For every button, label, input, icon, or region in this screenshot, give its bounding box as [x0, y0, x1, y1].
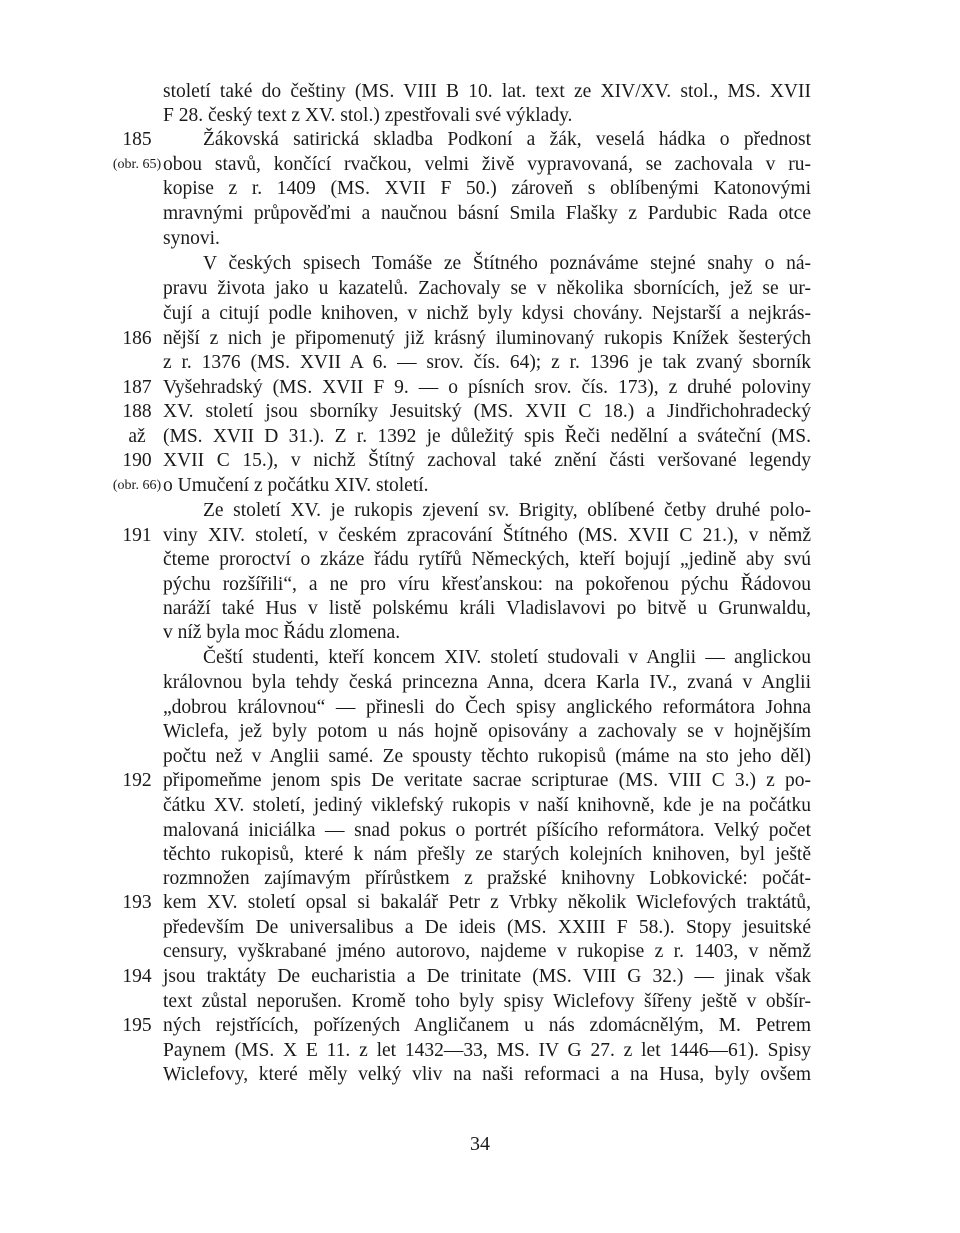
margin-note: 191 — [122, 525, 152, 546]
text-line: Wiclefovy, které měly velký vliv na naši reformaci a na Husa, byly ovšem — [163, 1064, 811, 1085]
margin-note: 186 — [122, 328, 152, 349]
margin-note: 193 — [122, 892, 152, 913]
text-line: Žákovská satirická skladba Podkoní a žák, veselá hádka o přednost — [203, 129, 811, 150]
text-line: „dobrou královnou“ — přinesli do Čech spisy anglického reformátora Johna — [163, 697, 811, 718]
text-line: kem XV. století opsal si bakalář Petr z Vrbky několik Wiclefových traktátů, — [163, 892, 811, 913]
text-line: Vyšehradský (MS. XVII F 9. — o písních srov. čís. 173), z druhé poloviny — [163, 377, 811, 398]
text-line: jsou traktáty De eucharistia a De trinitate (MS. VIII G 32.) — jinak však — [163, 966, 811, 987]
text-line: censury, vyškrabané jméno autorovo, najdeme v rukopise z r. 1403, v němž — [163, 941, 811, 962]
text-line: Ze století XV. je rukopis zjevení sv. Brigity, oblíbené četby druhé polo- — [203, 500, 811, 521]
text-line: pravu života jako u kazatelů. Zachovaly se v několika sbornících, jež se ur- — [163, 278, 811, 299]
text-line: čteme proroctví o zkáze řádu rytířů Německých, kteří bojují „jedině aby svú — [163, 549, 811, 570]
margin-note: 194 — [122, 966, 152, 987]
text-line: viny XIV. století, v českém zpracování Štítného (MS. XVII C 21.), v němž — [163, 525, 811, 546]
text-line: královnou byla tehdy česká princezna Anna, dcera Karla IV., zvaná v Anglii — [163, 672, 811, 693]
text-line: Wiclefa, jež byly potom u nás hojně opisovány a zachovaly se v hojnějším — [163, 721, 811, 742]
text-line: Paynem (MS. X E 11. z let 1432—33, MS. IV G 27. z let 1446—61). Spisy — [163, 1040, 811, 1061]
text-line: naráží také Hus v listě polskému králi Vladislavovi po bitvě u Grunwaldu, — [163, 598, 811, 619]
text-line: pýchu rozšířili“, a ne pro víru křesťanskou: na pokořenou pýchu Řádovou — [163, 574, 811, 595]
margin-note: 195 — [122, 1015, 152, 1036]
margin-note: 185 — [122, 129, 152, 150]
text-line: století také do češtiny (MS. VIII B 10. lat. text ze XIV/XV. stol., MS. XVII — [163, 81, 811, 102]
text-line: F 28. český text z XV. stol.) zpestřovali své výklady. — [163, 105, 573, 126]
text-line: rozmnožen zajímavým přírůstkem z pražské knihovny Lobkovické: počát- — [163, 868, 811, 889]
text-line: synovi. — [163, 228, 220, 249]
text-line: těchto rukopisů, které k nám přešly ze starých kolejních knihoven, byl ještě — [163, 844, 811, 865]
text-line: čují a citují podle knihoven, v nichž byly kdysi chovány. Nejstarší a nejkrás- — [163, 303, 811, 324]
text-line: V českých spisech Tomáše ze Štítného poznáváme stejné snahy o ná- — [203, 253, 811, 274]
text-line: v níž byla moc Řádu zlomena. — [163, 622, 401, 643]
text-line: především De universalibus a De ideis (MS. XXIII F 58.). Stopy jesuitské — [163, 917, 811, 938]
text-line: XV. století jsou sborníky Jesuitský (MS. XVII C 18.) a Jindřichohradecký — [163, 401, 811, 422]
margin-note: 192 — [122, 770, 152, 791]
text-line: malovaná iniciálka — snad pokus o portrét píšícího reformátora. Velký počet — [163, 820, 811, 841]
text-line: připomeňme jenom spis De veritate sacrae scripturae (MS. VIII C 3.) z po- — [163, 770, 811, 791]
text-line: kopise z r. 1409 (MS. XVII F 50.) zároveň s oblíbenými Katonovými — [163, 178, 811, 199]
margin-note: (obr. 66) — [112, 478, 162, 493]
text-line: čátku XV. století, jediný viklefský rukopis v naší knihovně, kde je na počátku — [163, 795, 811, 816]
text-line: mravnými průpověďmi a naučnou básní Smila Flašky z Pardubic Rada otce — [163, 203, 811, 224]
margin-note: 190 — [122, 450, 152, 471]
text-line: text zůstal neporušen. Kromě toho byly spisy Wiclefovy šířeny ještě v obšír- — [163, 991, 811, 1012]
text-line: (MS. XVII D 31.). Z r. 1392 je důležitý spis Řeči nedělní a sváteční (MS. — [163, 426, 811, 447]
text-line: o Umučení z počátku XIV. století. — [163, 475, 429, 496]
page-number: 34 — [470, 1133, 490, 1155]
text-line: obou stavů, končící rvačkou, velmi živě vypravovaná, se zachovala v ru- — [163, 154, 811, 175]
margin-note: 187 — [122, 377, 152, 398]
margin-note: až — [128, 426, 146, 447]
text-line: XVII C 15.), v nichž Štítný zachoval také znění části veršované legendy — [163, 450, 811, 471]
text-line: počtu než v Anglii samé. Ze spousty těchto rukopisů (máme na sto jeho děl) — [163, 746, 811, 767]
text-line: nější z nich je připomenutý již krásný iluminovaný rukopis Knížek šesterých — [163, 328, 811, 349]
text-line: z r. 1376 (MS. XVII A 6. — srov. čís. 64); z r. 1396 je tak zvaný sborník — [163, 352, 811, 373]
margin-note: 188 — [122, 401, 152, 422]
text-line: ných rejstřících, pořízených Angličanem u nás zdomácnělým, M. Petrem — [163, 1015, 811, 1036]
margin-note: (obr. 65) — [112, 157, 162, 172]
text-line: Čeští studenti, kteří koncem XIV. století studovali v Anglii — anglickou — [203, 647, 811, 668]
